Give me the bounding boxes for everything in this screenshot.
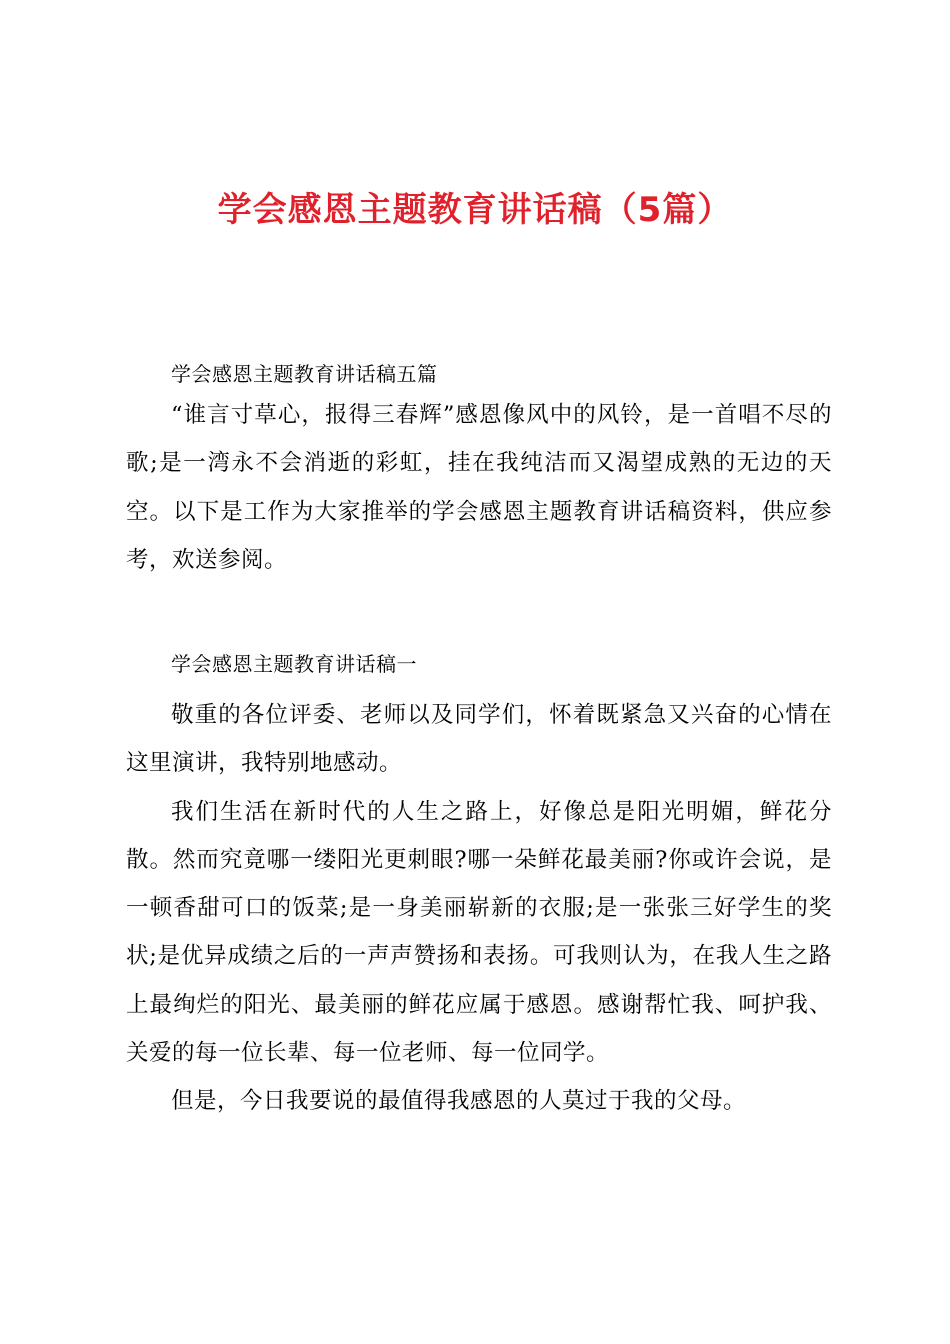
section1-paragraph: 敬重的各位评委、老师以及同学们，怀着既紧急又兴奋的心情在这里演讲，我特别地感动。 [126,702,832,777]
document-title: 学会感恩主题教育讲话稿（5篇） [217,190,733,230]
intro-paragraph-block [126,391,832,584]
intro-paragraph: “谁言寸草心，报得三春辉”感恩像风中的风铃，是一首唱不尽的歌;是一湾永不会消逝的彩虹，挂在我纯洁而又渴望成熟的无边的天空。以下是工作为大家推举的学会感恩主题教育讲话稿资料，供应参考，欢送参阅。 [126,402,832,573]
intro-heading: 学会感恩主题教育讲话稿五篇 [171,362,438,386]
section1-body [126,691,832,1126]
section1-paragraph: 但是，今日我要说的最值得我感恩的人莫过于我的父母。 [171,1088,747,1115]
section1-heading: 学会感恩主题教育讲话稿一 [171,652,417,676]
section1-heading-block [126,640,832,688]
section1-paragraph: 我们生活在新时代的人生之路上，好像总是阳光明媚，鲜花分散。然而究竟哪一缕阳光更刺眼?哪一朵鲜花最美丽?你或许会说，是一顿香甜可口的饭菜;是一身美丽崭新的衣服;是一张张三好学生的奖状;是优异成绩之后的一声声赞扬和表扬。可我则认为，在我人生之路上最绚烂的阳光、最美丽的鲜花应属于感恩。感谢帮忙我、呵护我、关爱的每一位长辈、每一位老师、每一位同学。 [126,798,832,1067]
